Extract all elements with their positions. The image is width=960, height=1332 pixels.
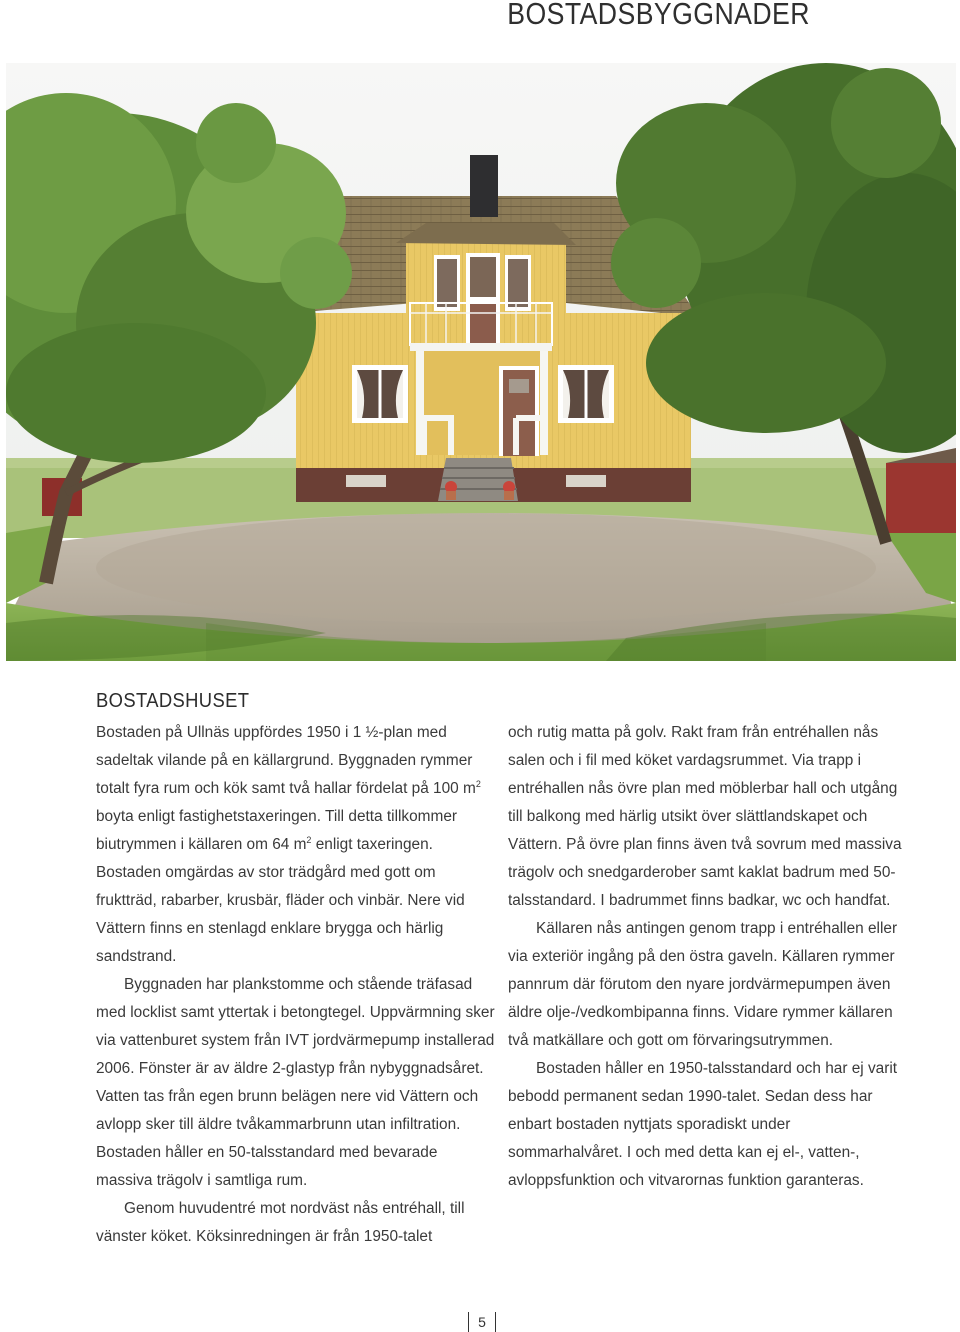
right-column [508, 719, 908, 1195]
page-heading: BOSTADSBYGGNADER [507, 0, 810, 31]
paragraph: och rutig matta på golv. Rakt fram från entréhallen nås salen och i fil med köket vardagsrummet. Via trapp i entréhallen nås övre plan med möblerbar hall och utgång till balkong med härlig utsikt över slättlandskapet och Vättern. På övre plan finns även två sovrum med massiva trägolv och snedgarderober samt kaklat badrum med 50-talsstandard. I badrummet finns badkar, wc och handfat. [508, 724, 902, 909]
paragraph: Genom huvudentré mot nordväst nås entréhall, till vänster köket. Köksinredningen är från 1950-talet [96, 1200, 465, 1245]
paragraph: Bostaden håller en 1950-talsstandard och har ej varit bebodd permanent sedan 1990-talet. Sedan dess har enbart bostaden nyttjats sporadiskt under sommarhalvåret. I och med detta kan ej el-, vatten-, avloppsfunktion och vitvarornas funktion garanteras. [508, 1060, 898, 1189]
page-number: 5 [468, 1312, 496, 1332]
right-shed [886, 463, 956, 533]
chimney [470, 155, 498, 217]
section-title: BOSTADSHUSET [96, 690, 250, 712]
paragraph: Källaren nås antingen genom trapp i entréhallen eller via exteriör ingång på den östra gaveln. Källaren rymmer pannrum där förutom den nyare jordvärmepumpen även äldre olje-/vedkombipanna finns. Vidare rymmer källaren två matkällare och gott om förvaringsutrymmen. [508, 920, 898, 1049]
paragraph: Byggnaden har plankstomme och stående träfasad med locklist samt yttertak i betongtegel. Uppvärmning sker via vattenburet system från IVT jordvärmepump installerad 2006. Fönster är av äldre 2-glastyp från nybyggnadsåret. Vatten tas från egen brunn belägen nere vid Vättern och avlopp sker till äldre tvåkammarbrunn utan infiltration. Bostaden håller en 50-talsstandard med bevarade massiva trägolv i samtliga rum. [96, 976, 495, 1189]
left-column [96, 719, 496, 1251]
paragraph: Bostaden på Ullnäs uppfördes 1950 i 1 ½-plan med sadeltak vilande på en källargrund. Byggnaden rymmer totalt fyra rum och kök samt två hallar fördelat på 100 $m^2$ boyta enligt fastighetstaxeringen. Till detta tillkommer biutrymmen i källaren om 64 $m^2$ enligt taxeringen. Bostaden omgärdas av stor trädgård med gott om fruktträd, rabarber, krusbär, fläder och vinbär. Nere vid Vättern finns en stenlagd enklare brygga och härlig sandstrand. [96, 724, 481, 965]
house-photo [6, 63, 956, 661]
